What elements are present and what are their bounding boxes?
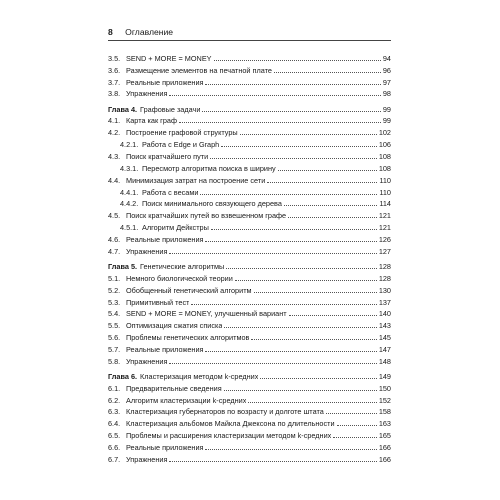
toc-entry [108, 125, 391, 137]
toc-entry-number: 3.5. [108, 53, 121, 63]
toc-entry-number: 5.5. [108, 321, 121, 331]
toc-entry-title: Реальные приложения [126, 344, 204, 354]
dot-leader [288, 217, 377, 218]
dot-leader [284, 205, 377, 206]
toc-entry-page: 150 [378, 383, 391, 393]
toc-entry-page: 114 [379, 199, 391, 209]
toc-entry-title: Поиск минимального связующего дерева [142, 199, 282, 209]
dot-leader [205, 84, 380, 85]
toc-entry-page: 166 [378, 454, 391, 464]
toc-entry-number: Глава 6. [108, 371, 138, 381]
toc-entry [108, 220, 391, 232]
dot-leader [214, 60, 381, 61]
toc-chapter-entry [108, 369, 391, 381]
dot-leader [337, 425, 377, 426]
toc-entry [108, 416, 391, 428]
toc-entry-page: 166 [378, 443, 391, 453]
toc-entry-title: Оптимизация сжатия списка [126, 321, 223, 331]
toc-entry-page: 99 [382, 116, 391, 126]
toc-entry-title: Немного биологической теории [126, 273, 233, 283]
toc-entry-page: 143 [378, 321, 391, 331]
toc-entry-title: Алгоритм кластеризации k-средних [126, 395, 247, 405]
toc-entry-page: 128 [378, 261, 391, 271]
toc-entry-title: Поиск кратчайших путей во взвешенном графе [126, 211, 287, 221]
toc-entry-page: 108 [378, 163, 391, 173]
dot-leader [226, 268, 377, 269]
dot-leader [248, 402, 376, 403]
toc-entry [108, 51, 391, 63]
toc-entry [108, 271, 391, 283]
dot-leader [179, 122, 381, 123]
toc-entry [108, 330, 391, 342]
toc-entry-number: 4.6. [108, 234, 121, 244]
toc-entry-title: Упражнения [126, 356, 168, 366]
toc-entry [108, 440, 391, 452]
toc-entry-page: 148 [378, 356, 391, 366]
toc-chapter-entry [108, 259, 391, 271]
dot-leader [240, 134, 377, 135]
toc-entry-page: 165 [378, 431, 391, 441]
toc-entry-title: Примитивный тест [126, 297, 190, 307]
toc-entry-number: 6.2. [108, 395, 121, 405]
toc-entry-number: 3.7. [108, 77, 121, 87]
toc-entry [108, 63, 391, 75]
toc-entry-title: SEND + MORE = MONEY [126, 53, 212, 63]
toc-entry-title: Реальные приложения [126, 234, 204, 244]
toc-entry-page: 110 [379, 175, 391, 185]
toc-entry-title: Пересмотр алгоритма поиска в ширину [142, 163, 276, 173]
toc-entry-number: 4.5.1. [120, 223, 139, 233]
toc-entry-page: 108 [378, 151, 391, 161]
toc-entry-number: 6.5. [108, 431, 121, 441]
toc-entry-number: 6.1. [108, 383, 121, 393]
dot-leader [210, 158, 377, 159]
dot-leader [221, 146, 377, 147]
toc-entry-number: Глава 4. [108, 104, 138, 114]
toc-entry [108, 232, 391, 244]
dot-leader [191, 304, 376, 305]
toc-entry-number: 5.1. [108, 273, 121, 283]
toc-entry [108, 137, 391, 149]
dot-leader [333, 437, 376, 438]
toc-entry-number: 5.7. [108, 344, 121, 354]
toc-entry-number: 5.6. [108, 333, 121, 343]
dot-leader [274, 72, 381, 73]
toc-entry-number: 5.3. [108, 297, 121, 307]
toc-entry [108, 208, 391, 220]
toc-entry-page: 128 [378, 273, 391, 283]
toc-entry-title: Проблемы генетических алгоритмов [126, 333, 250, 343]
toc-entry-title: Кластеризация губернаторов по возрасту и долготе штата [126, 407, 324, 417]
dot-leader [267, 182, 377, 183]
toc-entry-page: 106 [378, 140, 391, 150]
toc-entry [108, 318, 391, 330]
toc-entry [108, 452, 391, 464]
toc-entry-number: 5.8. [108, 356, 121, 366]
toc-entry-page: 149 [378, 371, 391, 381]
toc-entry [108, 87, 391, 99]
toc-entry-title: Генетические алгоритмы [140, 261, 225, 271]
toc-entry-page: 147 [378, 344, 391, 354]
dot-leader [169, 363, 376, 364]
toc-entry [108, 114, 391, 126]
toc-entry [108, 405, 391, 417]
dot-leader [235, 280, 377, 281]
toc-entry-page: 97 [382, 77, 391, 87]
toc-entry-page: 163 [378, 419, 391, 429]
toc-entry-page: 110 [379, 187, 391, 197]
toc-entry-title: Поиск кратчайшего пути [126, 151, 209, 161]
toc-entry-number: 4.2.1. [120, 140, 139, 150]
toc-entry [108, 149, 391, 161]
toc-entry-page: 99 [382, 104, 391, 114]
toc-entry-title: Построение графовой структуры [126, 128, 238, 138]
running-title: Оглавление [125, 27, 174, 37]
toc-entry-title: Реальные приложения [126, 77, 204, 87]
toc-entry [108, 307, 391, 319]
dot-leader [169, 461, 376, 462]
toc-entry-number: 4.5. [108, 211, 121, 221]
toc-entry-title: Размещение элементов на печатной плате [126, 65, 272, 75]
toc-entry-number: 4.3. [108, 151, 121, 161]
toc-entry-title: SEND + MORE = MONEY, улучшенный вариант [126, 309, 287, 319]
dot-leader [224, 390, 377, 391]
toc-entry-number: Глава 5. [108, 261, 138, 271]
dot-leader [169, 253, 376, 254]
toc-entry-page: 96 [382, 65, 391, 75]
toc-entry [108, 342, 391, 354]
toc-entry-number: 6.3. [108, 407, 121, 417]
toc-entry-title: Предварительные сведения [126, 383, 222, 393]
toc-entry-page: 127 [378, 246, 391, 256]
toc-entry [108, 393, 391, 405]
toc-entry-title: Минимизация затрат на построение сети [126, 175, 266, 185]
toc-entry [108, 75, 391, 87]
toc-entry [108, 283, 391, 295]
toc-entry-number: 4.2. [108, 128, 121, 138]
toc-entry-title: Кластеризация методом k-средних [140, 371, 259, 381]
toc-entry-title: Кластеризация альбомов Майкла Джексона по длительности [126, 419, 335, 429]
toc-entry-number: 4.4.2. [120, 199, 139, 209]
toc-entry-page: 145 [378, 333, 391, 343]
dot-leader [224, 327, 376, 328]
toc-entry-title: Упражнения [126, 89, 168, 99]
toc-entry [108, 295, 391, 307]
dot-leader [326, 413, 377, 414]
toc-entry [108, 428, 391, 440]
page-header [108, 24, 391, 41]
dot-leader [260, 378, 376, 379]
dot-leader [278, 170, 377, 171]
toc-entry [108, 354, 391, 366]
dot-leader [289, 315, 377, 316]
dot-leader [251, 339, 376, 340]
toc-entry-title: Алгоритм Дейкстры [142, 223, 209, 233]
toc-entry-page: 137 [378, 297, 391, 307]
toc-entry-title: Обобщенный генетический алгоритм [126, 285, 252, 295]
toc-entry-number: 4.4. [108, 175, 121, 185]
page-number: 8 [108, 27, 113, 37]
dot-leader [205, 449, 376, 450]
toc-entry [108, 197, 391, 209]
toc-chapter-entry [108, 102, 391, 114]
toc-entry-title: Карта как граф [126, 116, 177, 126]
toc-entry-title: Реальные приложения [126, 443, 204, 453]
toc-entry-number: 4.1. [108, 116, 121, 126]
toc-entry [108, 185, 391, 197]
toc-entry-number: 4.3.1. [120, 163, 139, 173]
dot-leader [205, 241, 376, 242]
toc-entry-page: 126 [378, 234, 391, 244]
toc-entry [108, 244, 391, 256]
toc-entry-number: 4.7. [108, 246, 121, 256]
toc-entry-page: 102 [378, 128, 391, 138]
dot-leader [169, 95, 380, 96]
toc-entry-title: Упражнения [126, 246, 168, 256]
dot-leader [254, 292, 377, 293]
toc-entry-number: 3.8. [108, 89, 121, 99]
toc-entry-number: 3.6. [108, 65, 121, 75]
dot-leader [202, 111, 380, 112]
dot-leader [205, 351, 376, 352]
toc-entry-page: 158 [378, 407, 391, 417]
toc-entry-page: 121 [378, 223, 391, 233]
toc-entry-title: Работа с весами [142, 187, 199, 197]
toc-entry-page: 140 [378, 309, 391, 319]
toc-entry-title: Упражнения [126, 454, 168, 464]
toc-entry-number: 6.4. [108, 419, 121, 429]
dot-leader [211, 229, 377, 230]
toc-entry-title: Графовые задачи [140, 104, 201, 114]
toc-entry-number: 6.6. [108, 443, 121, 453]
toc-entry-page: 130 [378, 285, 391, 295]
toc-entry-page: 98 [382, 89, 391, 99]
toc-entry-number: 5.2. [108, 285, 121, 295]
toc-entry-number: 6.7. [108, 454, 121, 464]
toc-entry [108, 173, 391, 185]
toc-entry-title: Проблемы и расширения кластеризации методом k-средних [126, 431, 332, 441]
toc-entry-number: 4.4.1. [120, 187, 139, 197]
toc-entry [108, 381, 391, 393]
toc-entry [108, 161, 391, 173]
toc-entry-number: 5.4. [108, 309, 121, 319]
toc-entry-page: 121 [378, 211, 391, 221]
toc-entry-page: 152 [378, 395, 391, 405]
toc-entry-title: Работа с Edge и Graph [142, 140, 220, 150]
toc-entry-page: 94 [382, 53, 391, 63]
dot-leader [200, 194, 377, 195]
table-of-contents [108, 51, 391, 464]
